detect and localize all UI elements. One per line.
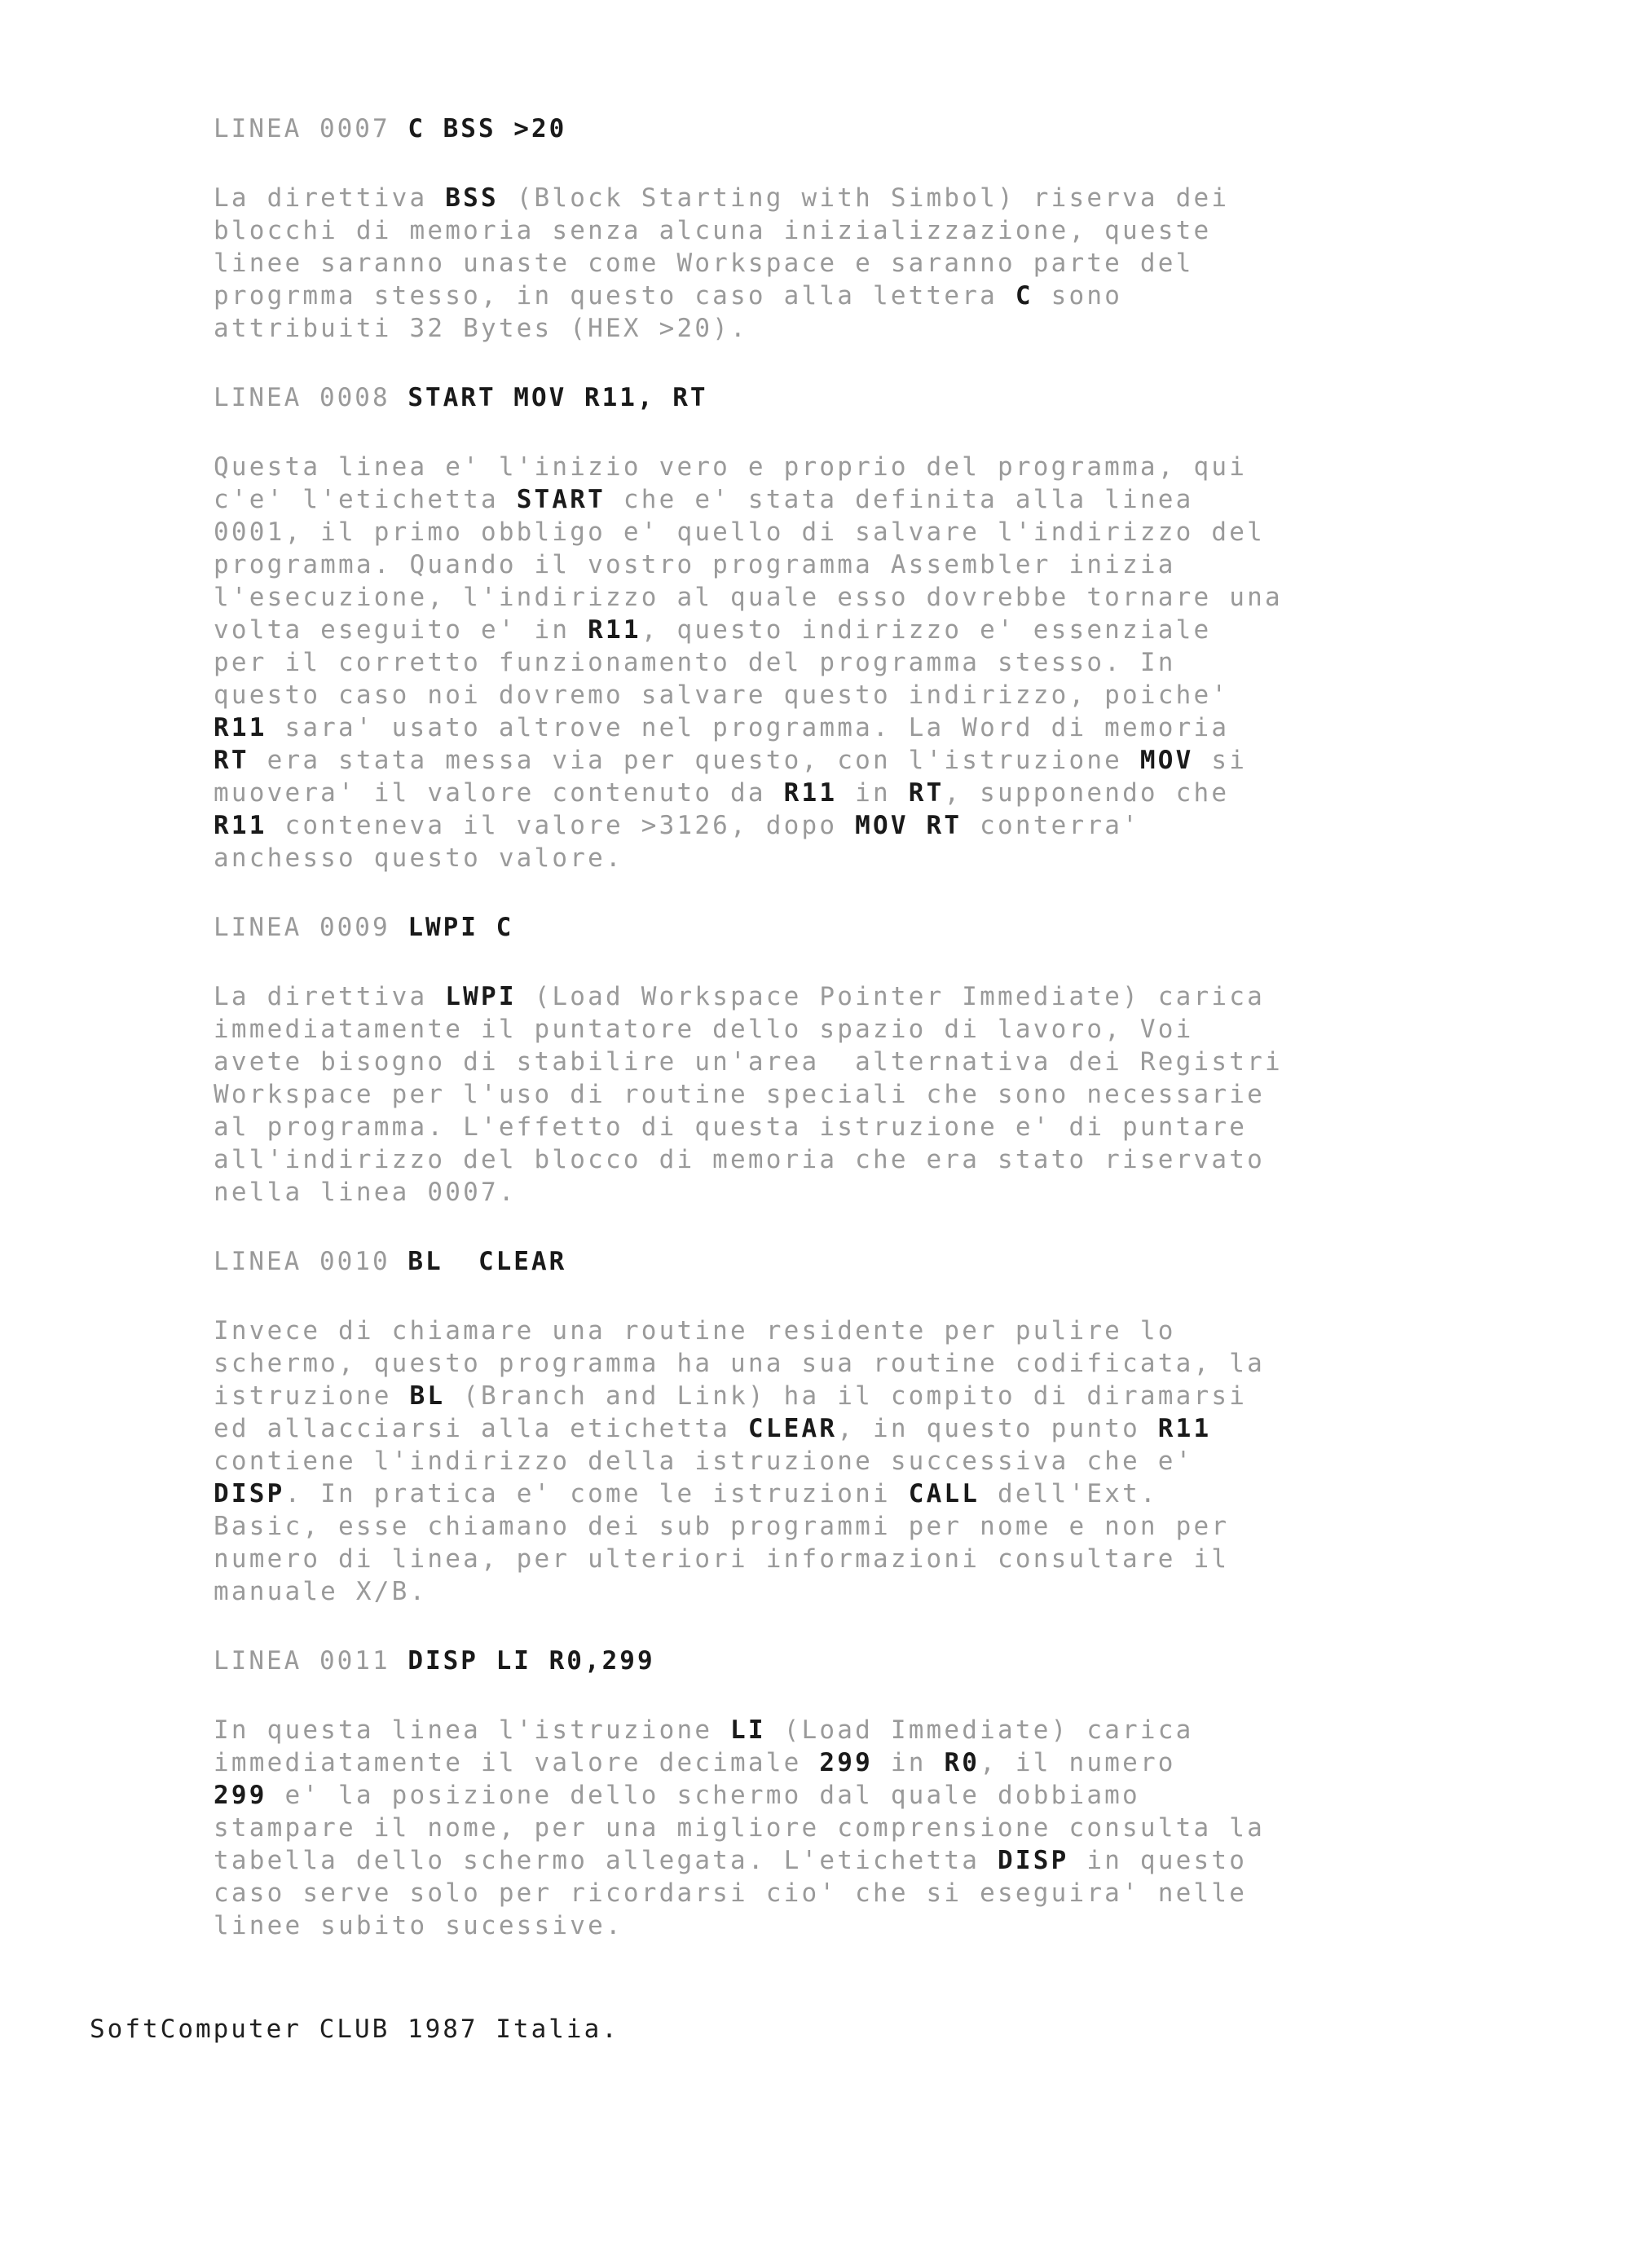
paragraph-line <box>214 1315 1436 1347</box>
paragraph-line <box>214 182 1436 214</box>
text-run: in questo <box>1068 1846 1248 1875</box>
paragraph-line <box>214 842 1436 874</box>
paragraph-line <box>214 548 1436 581</box>
heading-instruction: DISP LI R0,299 <box>408 1646 655 1676</box>
section-heading <box>214 911 1436 944</box>
text-run: immediatamente il puntatore dello spazio di lavoro, Voi <box>214 1015 1194 1044</box>
text-run: numero di linea, per ulteriori informazioni consultare il <box>214 1544 1230 1574</box>
heading-line-number: LINEA 0008 <box>214 383 408 412</box>
text-run: per il corretto funzionamento del programma stesso. In <box>214 648 1176 677</box>
paragraph-line <box>214 1812 1436 1844</box>
paragraph-line <box>214 1543 1436 1575</box>
paragraph-line <box>214 1143 1436 1176</box>
paragraph-line <box>214 1714 1436 1746</box>
text-run: (Branch and Link) ha il compito di diramarsi <box>445 1381 1248 1411</box>
keyword: CLEAR <box>747 1414 838 1443</box>
text-run: programma. Quando il vostro programma Assembler inizia <box>214 550 1176 579</box>
paragraph-line <box>214 1380 1436 1412</box>
paragraph-line <box>214 214 1436 247</box>
keyword: R0 <box>944 1748 980 1777</box>
section-heading <box>214 112 1436 145</box>
keyword: RT <box>214 746 249 775</box>
heading-instruction: BL CLEAR <box>408 1247 567 1276</box>
text-run: linee subito sucessive. <box>214 1911 623 1940</box>
paragraph-line <box>214 1575 1436 1608</box>
text-run: immediatamente il valore decimale <box>214 1748 820 1777</box>
keyword: R11 <box>214 713 267 742</box>
paragraph-line <box>214 581 1436 614</box>
text-run: (Block Starting with Simbol) riserva dei <box>498 183 1230 213</box>
paragraph-line <box>214 451 1436 483</box>
text-run: sono <box>1033 281 1123 310</box>
paragraph-line <box>214 1510 1436 1543</box>
paragraph-line <box>214 1412 1436 1445</box>
text-run: attribuiti 32 Bytes (HEX >20). <box>214 314 748 343</box>
paragraph-line <box>214 516 1436 548</box>
text-run: conterra' <box>962 811 1140 840</box>
heading-line-number: LINEA 0011 <box>214 1646 408 1676</box>
text-run: (Load Immediate) carica <box>765 1715 1194 1745</box>
text-run: . In pratica e' come le istruzioni <box>284 1479 909 1508</box>
text-run: manuale X/B. <box>214 1577 428 1606</box>
text-run: in <box>837 778 909 808</box>
keyword: BL <box>409 1381 446 1411</box>
text-run: e' la posizione dello schermo dal quale dobbiamo <box>267 1781 1140 1810</box>
text-run: , in questo punto <box>837 1414 1158 1443</box>
heading-instruction: LWPI C <box>408 913 514 942</box>
paragraph-line <box>214 679 1436 711</box>
keyword: LWPI <box>445 982 517 1011</box>
text-run: Workspace per l'uso di routine speciali che sono necessarie <box>214 1080 1265 1109</box>
section-heading <box>214 1245 1436 1278</box>
text-run: ed allacciarsi alla etichetta <box>214 1414 748 1443</box>
paragraph-line <box>214 614 1436 646</box>
paragraph-line <box>214 1013 1436 1046</box>
text-run: conteneva il valore >3126, dopo <box>267 811 856 840</box>
keyword: LI <box>730 1715 766 1745</box>
text-run: Questa linea e' l'inizio vero e proprio del programma, qui <box>214 452 1248 482</box>
paragraph-line <box>214 711 1436 744</box>
section-paragraph <box>214 980 1436 1209</box>
keyword: 299 <box>214 1781 267 1810</box>
paragraph-line <box>214 1478 1436 1510</box>
paragraph-line <box>214 280 1436 312</box>
paragraph-line <box>214 1909 1436 1942</box>
text-run: progrmma stesso, in questo caso alla lettera <box>214 281 1015 310</box>
text-run: stampare il nome, per una migliore comprensione consulta la <box>214 1813 1265 1843</box>
text-run: volta eseguito e' in <box>214 615 588 645</box>
keyword: C <box>1015 281 1033 310</box>
text-run: La direttiva <box>214 982 446 1011</box>
text-run: (Load Workspace Pointer Immediate) carica <box>516 982 1265 1011</box>
text-run: In questa linea l'istruzione <box>214 1715 731 1745</box>
keyword: CALL <box>908 1479 980 1508</box>
text-run: si <box>1193 746 1248 775</box>
text-run: muovera' il valore contenuto da <box>214 778 784 808</box>
paragraph-line <box>214 777 1436 809</box>
text-run: sara' usato altrove nel programma. La Word di memoria <box>267 713 1230 742</box>
section-paragraph <box>214 451 1436 874</box>
section-paragraph <box>214 1315 1436 1608</box>
paragraph-line <box>214 1111 1436 1143</box>
keyword: MOV RT <box>855 811 963 840</box>
heading-line-number: LINEA 0010 <box>214 1247 408 1276</box>
text-run: 0001, il primo obbligo e' quello di salvare l'indirizzo del <box>214 517 1265 547</box>
paragraph-line <box>214 744 1436 777</box>
text-run: , questo indirizzo e' essenziale <box>641 615 1212 645</box>
paragraph-line <box>214 1347 1436 1380</box>
paragraph-line <box>214 1844 1436 1877</box>
text-run: contiene l'indirizzo della istruzione successiva che e' <box>214 1447 1194 1476</box>
paragraph-line <box>214 980 1436 1013</box>
text-run: c'e' l'etichetta <box>214 485 517 514</box>
text-run: che e' stata definita alla linea <box>606 485 1194 514</box>
paragraph-line <box>214 247 1436 280</box>
keyword: MOV <box>1139 746 1194 775</box>
paragraph-line <box>214 1877 1436 1909</box>
paragraph-line <box>214 646 1436 679</box>
heading-line-number: LINEA 0007 <box>214 114 408 143</box>
text-run: , il numero <box>980 1748 1176 1777</box>
paragraph-line <box>214 483 1436 516</box>
text-run: l'esecuzione, l'indirizzo al quale esso dovrebbe tornare una <box>214 583 1283 612</box>
paragraph-line <box>214 1746 1436 1779</box>
text-run: Invece di chiamare una routine residente per pulire lo <box>214 1316 1176 1345</box>
text-run: istruzione <box>214 1381 410 1411</box>
text-run: , supponendo che <box>944 778 1230 808</box>
text-run: al programma. L'effetto di questa istruzione e' di puntare <box>214 1112 1248 1142</box>
text-run: all'indirizzo del blocco di memoria che era stato riservato <box>214 1145 1265 1174</box>
paragraph-line <box>214 1078 1436 1111</box>
paragraph-line <box>214 809 1436 842</box>
text-run: caso serve solo per ricordarsi cio' che si eseguira' nelle <box>214 1878 1248 1908</box>
section-paragraph <box>214 182 1436 345</box>
text-run: La direttiva <box>214 183 446 213</box>
keyword: R11 <box>588 615 641 645</box>
text-run: linee saranno unaste come Workspace e saranno parte del <box>214 249 1194 278</box>
section-paragraph <box>214 1714 1436 1942</box>
keyword: R11 <box>783 778 838 808</box>
paragraph-line <box>214 1176 1436 1209</box>
keyword: START <box>516 485 606 514</box>
heading-instruction: START MOV R11, RT <box>408 383 708 412</box>
paragraph-line <box>214 1046 1436 1078</box>
keyword: BSS <box>445 183 499 213</box>
text-run: Basic, esse chiamano dei sub programmi per nome e non per <box>214 1512 1230 1541</box>
document-body <box>214 112 1436 1979</box>
heading-instruction: C BSS >20 <box>408 114 567 143</box>
paragraph-line <box>214 1445 1436 1478</box>
text-run: in <box>872 1748 945 1777</box>
text-run: tabella dello schermo allegata. L'etichetta <box>214 1846 998 1875</box>
text-run: blocchi di memoria senza alcuna inizializzazione, queste <box>214 216 1212 245</box>
keyword: 299 <box>819 1748 873 1777</box>
paragraph-line <box>214 1779 1436 1812</box>
keyword: DISP <box>998 1846 1069 1875</box>
keyword: DISP <box>214 1479 285 1508</box>
text-run: era stata messa via per questo, con l'istruzione <box>249 746 1140 775</box>
keyword: RT <box>908 778 945 808</box>
section-heading <box>214 381 1436 414</box>
keyword: R11 <box>214 811 267 840</box>
text-run: anchesso questo valore. <box>214 843 623 873</box>
text-run: nella linea 0007. <box>214 1178 517 1207</box>
section-heading <box>214 1645 1436 1677</box>
text-run: schermo, questo programma ha una sua routine codificata, la <box>214 1349 1265 1378</box>
keyword: R11 <box>1157 1414 1212 1443</box>
text-run: dell'Ext. <box>980 1479 1158 1508</box>
paragraph-line <box>214 312 1436 345</box>
text-run: questo caso noi dovremo salvare questo indirizzo, poiche' <box>214 680 1230 710</box>
footer-credit: SoftComputer CLUB 1987 Italia. <box>90 2015 619 2044</box>
heading-line-number: LINEA 0009 <box>214 913 408 942</box>
text-run: avete bisogno di stabilire un'area alternativa dei Registri <box>214 1047 1283 1077</box>
